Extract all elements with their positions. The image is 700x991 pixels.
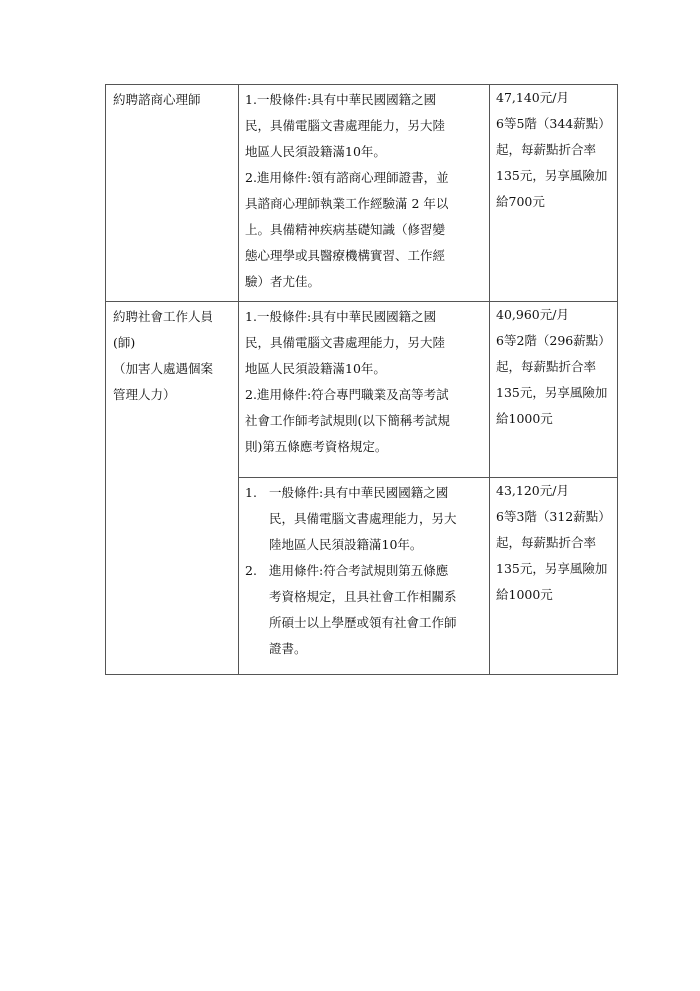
condition-line: 進用條件:符合專門職業及高等考試 <box>256 387 449 402</box>
qualification-cell <box>239 302 490 478</box>
salary-line: 給1000元 <box>496 411 553 426</box>
condition-line: 民，具備電腦文書處理能力，另大陸 <box>245 335 446 350</box>
salary-cell <box>490 85 618 302</box>
position-title-cell <box>106 85 239 302</box>
condition-number: 2. <box>245 563 257 578</box>
salary-line: 起，每薪點折合率 <box>496 359 597 374</box>
condition-line: 一般條件:具有中華民國國籍之國 <box>269 485 449 500</box>
position-title: 約聘社會工作人員 <box>113 309 214 324</box>
condition-line: 地區人民須設籍滿10年。 <box>245 361 386 376</box>
qualification-cell <box>239 85 490 302</box>
salary-line: 給1000元 <box>496 587 553 602</box>
salary-line: 起，每薪點折合率 <box>496 535 597 550</box>
condition-line: 具諮商心理師執業工作經驗滿 2 年以 <box>245 196 449 211</box>
condition-line: 一般條件:具有中華民國國籍之國 <box>256 92 437 107</box>
position-title: （加害人處遇個案 <box>113 361 214 376</box>
condition-item <box>245 304 483 330</box>
position-title: 約聘諮商心理師 <box>113 92 201 107</box>
condition-line: 民，具備電腦文書處理能力，另大 <box>269 511 457 526</box>
table-row <box>106 302 618 478</box>
condition-line: 進用條件:符合考試規則第五條應 <box>269 563 449 578</box>
table-row <box>106 85 618 302</box>
position-title: 管理人力） <box>113 387 176 402</box>
condition-line: 驗）者尤佳。 <box>245 274 321 289</box>
condition-number: 2. <box>245 170 257 185</box>
salary-line: 起，每薪點折合率 <box>496 142 597 157</box>
condition-item <box>245 165 483 191</box>
salary-line: 135元，另享風險加 <box>496 168 608 183</box>
condition-line: 所碩士以上學歷或領有社會工作師 <box>269 615 457 630</box>
condition-number: 2. <box>245 387 257 402</box>
condition-line: 上。具備精神疾病基礎知識（修習變 <box>245 222 446 237</box>
salary-line: 給700元 <box>496 194 545 209</box>
salary-cell <box>490 478 618 675</box>
salary-cell <box>490 302 618 478</box>
condition-line: 陸地區人民須設籍滿10年。 <box>269 537 423 552</box>
salary-line: 6等3階（312薪點） <box>496 509 611 524</box>
salary-line: 6等2階（296薪點） <box>496 333 611 348</box>
salary-line: 43,120元/月 <box>496 483 569 498</box>
salary-line: 6等5階（344薪點） <box>496 116 611 131</box>
condition-line: 證書。 <box>269 641 307 656</box>
condition-item <box>245 558 483 662</box>
position-title-cell <box>106 302 239 675</box>
salary-line: 135元，另享風險加 <box>496 561 608 576</box>
salary-line: 40,960元/月 <box>496 307 569 322</box>
condition-line: 態心理學或具醫療機構實習、工作經 <box>245 248 446 263</box>
salary-line: 47,140元/月 <box>496 90 569 105</box>
salary-line: 135元，另享風險加 <box>496 385 608 400</box>
condition-number: 1. <box>245 309 257 324</box>
condition-number: 1. <box>245 92 257 107</box>
condition-line: 一般條件:具有中華民國國籍之國 <box>256 309 437 324</box>
condition-line: 進用條件:領有諮商心理師證書，並 <box>256 170 449 185</box>
job-openings-table <box>105 84 618 675</box>
condition-line: 民，具備電腦文書處理能力，另大陸 <box>245 118 446 133</box>
condition-line: 則)第五條應考資格規定。 <box>245 439 388 454</box>
condition-number: 1. <box>245 485 257 500</box>
qualification-cell <box>239 478 490 675</box>
position-title: (師) <box>113 335 136 350</box>
condition-item <box>245 87 483 113</box>
condition-line: 考資格規定，且具社會工作相關系 <box>269 589 457 604</box>
condition-line: 社會工作師考試規則(以下簡稱考試規 <box>245 413 450 428</box>
condition-line: 地區人民須設籍滿10年。 <box>245 144 386 159</box>
condition-item <box>245 382 483 408</box>
condition-item <box>245 480 483 558</box>
